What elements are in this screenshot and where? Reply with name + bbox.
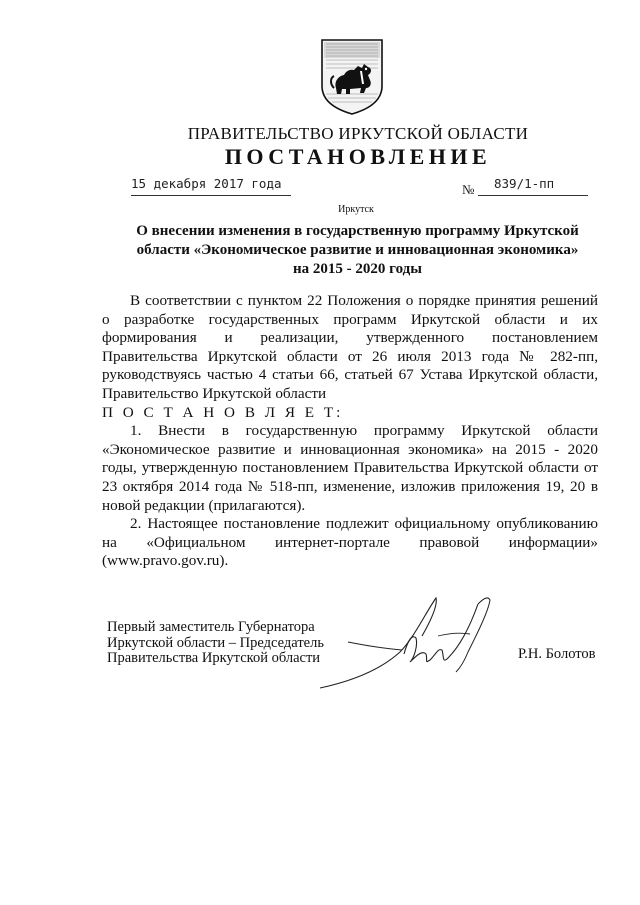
government-title: ПРАВИТЕЛЬСТВО ИРКУТСКОЙ ОБЛАСТИ xyxy=(187,124,529,143)
item-1-paragraph: 1. Внести в государственную программу Иркутской области «Экономическое развитие и инновационная экономика» на 2015 - 2020 годы, утвержденную постановлением Правительства Иркутской области от 23 октября 2014 года № 518-пп, изменение, изложив приложения 19, 20 в новой редакции (прилагаются). xyxy=(102,422,598,514)
signer-position-line-2: Иркутской области – Председатель xyxy=(107,634,324,651)
preamble-paragraph: В соответствии с пунктом 22 Положения о порядке принятия решений о разработке государственных программ Иркутской области и их формирования и реализации, утвержденного постановлением Правительства Иркутской области от 26 июля 2013 года № 282-пп, руководствуясь частью 4 статьи 66, статьей 67 Устава Иркутской области, Правительство Иркутской области xyxy=(102,292,598,402)
number-underline xyxy=(478,195,588,196)
document-date: 15 декабря 2017 года xyxy=(131,176,282,191)
signer-position-line-3: Правительства Иркутской области xyxy=(107,650,321,666)
resolves-heading: П О С Т А Н О В Л Я Е Т: xyxy=(102,403,344,421)
signer-position-line-1: Первый заместитель Губернатора xyxy=(107,619,315,635)
coat-of-arms-icon xyxy=(320,38,384,116)
number-sign: № xyxy=(462,182,475,197)
signer-position xyxy=(107,620,324,667)
item-2-paragraph: 2. Настоящее постановление подлежит официальному опубликованию на «Официальном интернет-портале правовой информации» (www.pravo.gov.ru). xyxy=(102,515,598,570)
document-body xyxy=(102,292,598,571)
document-number: 839/1-пп xyxy=(494,176,555,191)
city-name: Иркутск xyxy=(338,204,374,215)
subject-line-2: области «Экономическое развитие и инновационная экономика» xyxy=(136,242,579,258)
document-subject xyxy=(120,222,595,279)
subject-line-1: О внесении изменения в государственную программу Иркутской xyxy=(136,223,579,239)
signer-name: Р.Н. Болотов xyxy=(518,646,596,662)
date-underline xyxy=(131,195,291,196)
document-type-title: ПОСТАНОВЛЕНИЕ xyxy=(224,144,492,169)
handwritten-signature xyxy=(318,592,498,702)
subject-line-3: на 2015 - 2020 годы xyxy=(293,261,422,277)
